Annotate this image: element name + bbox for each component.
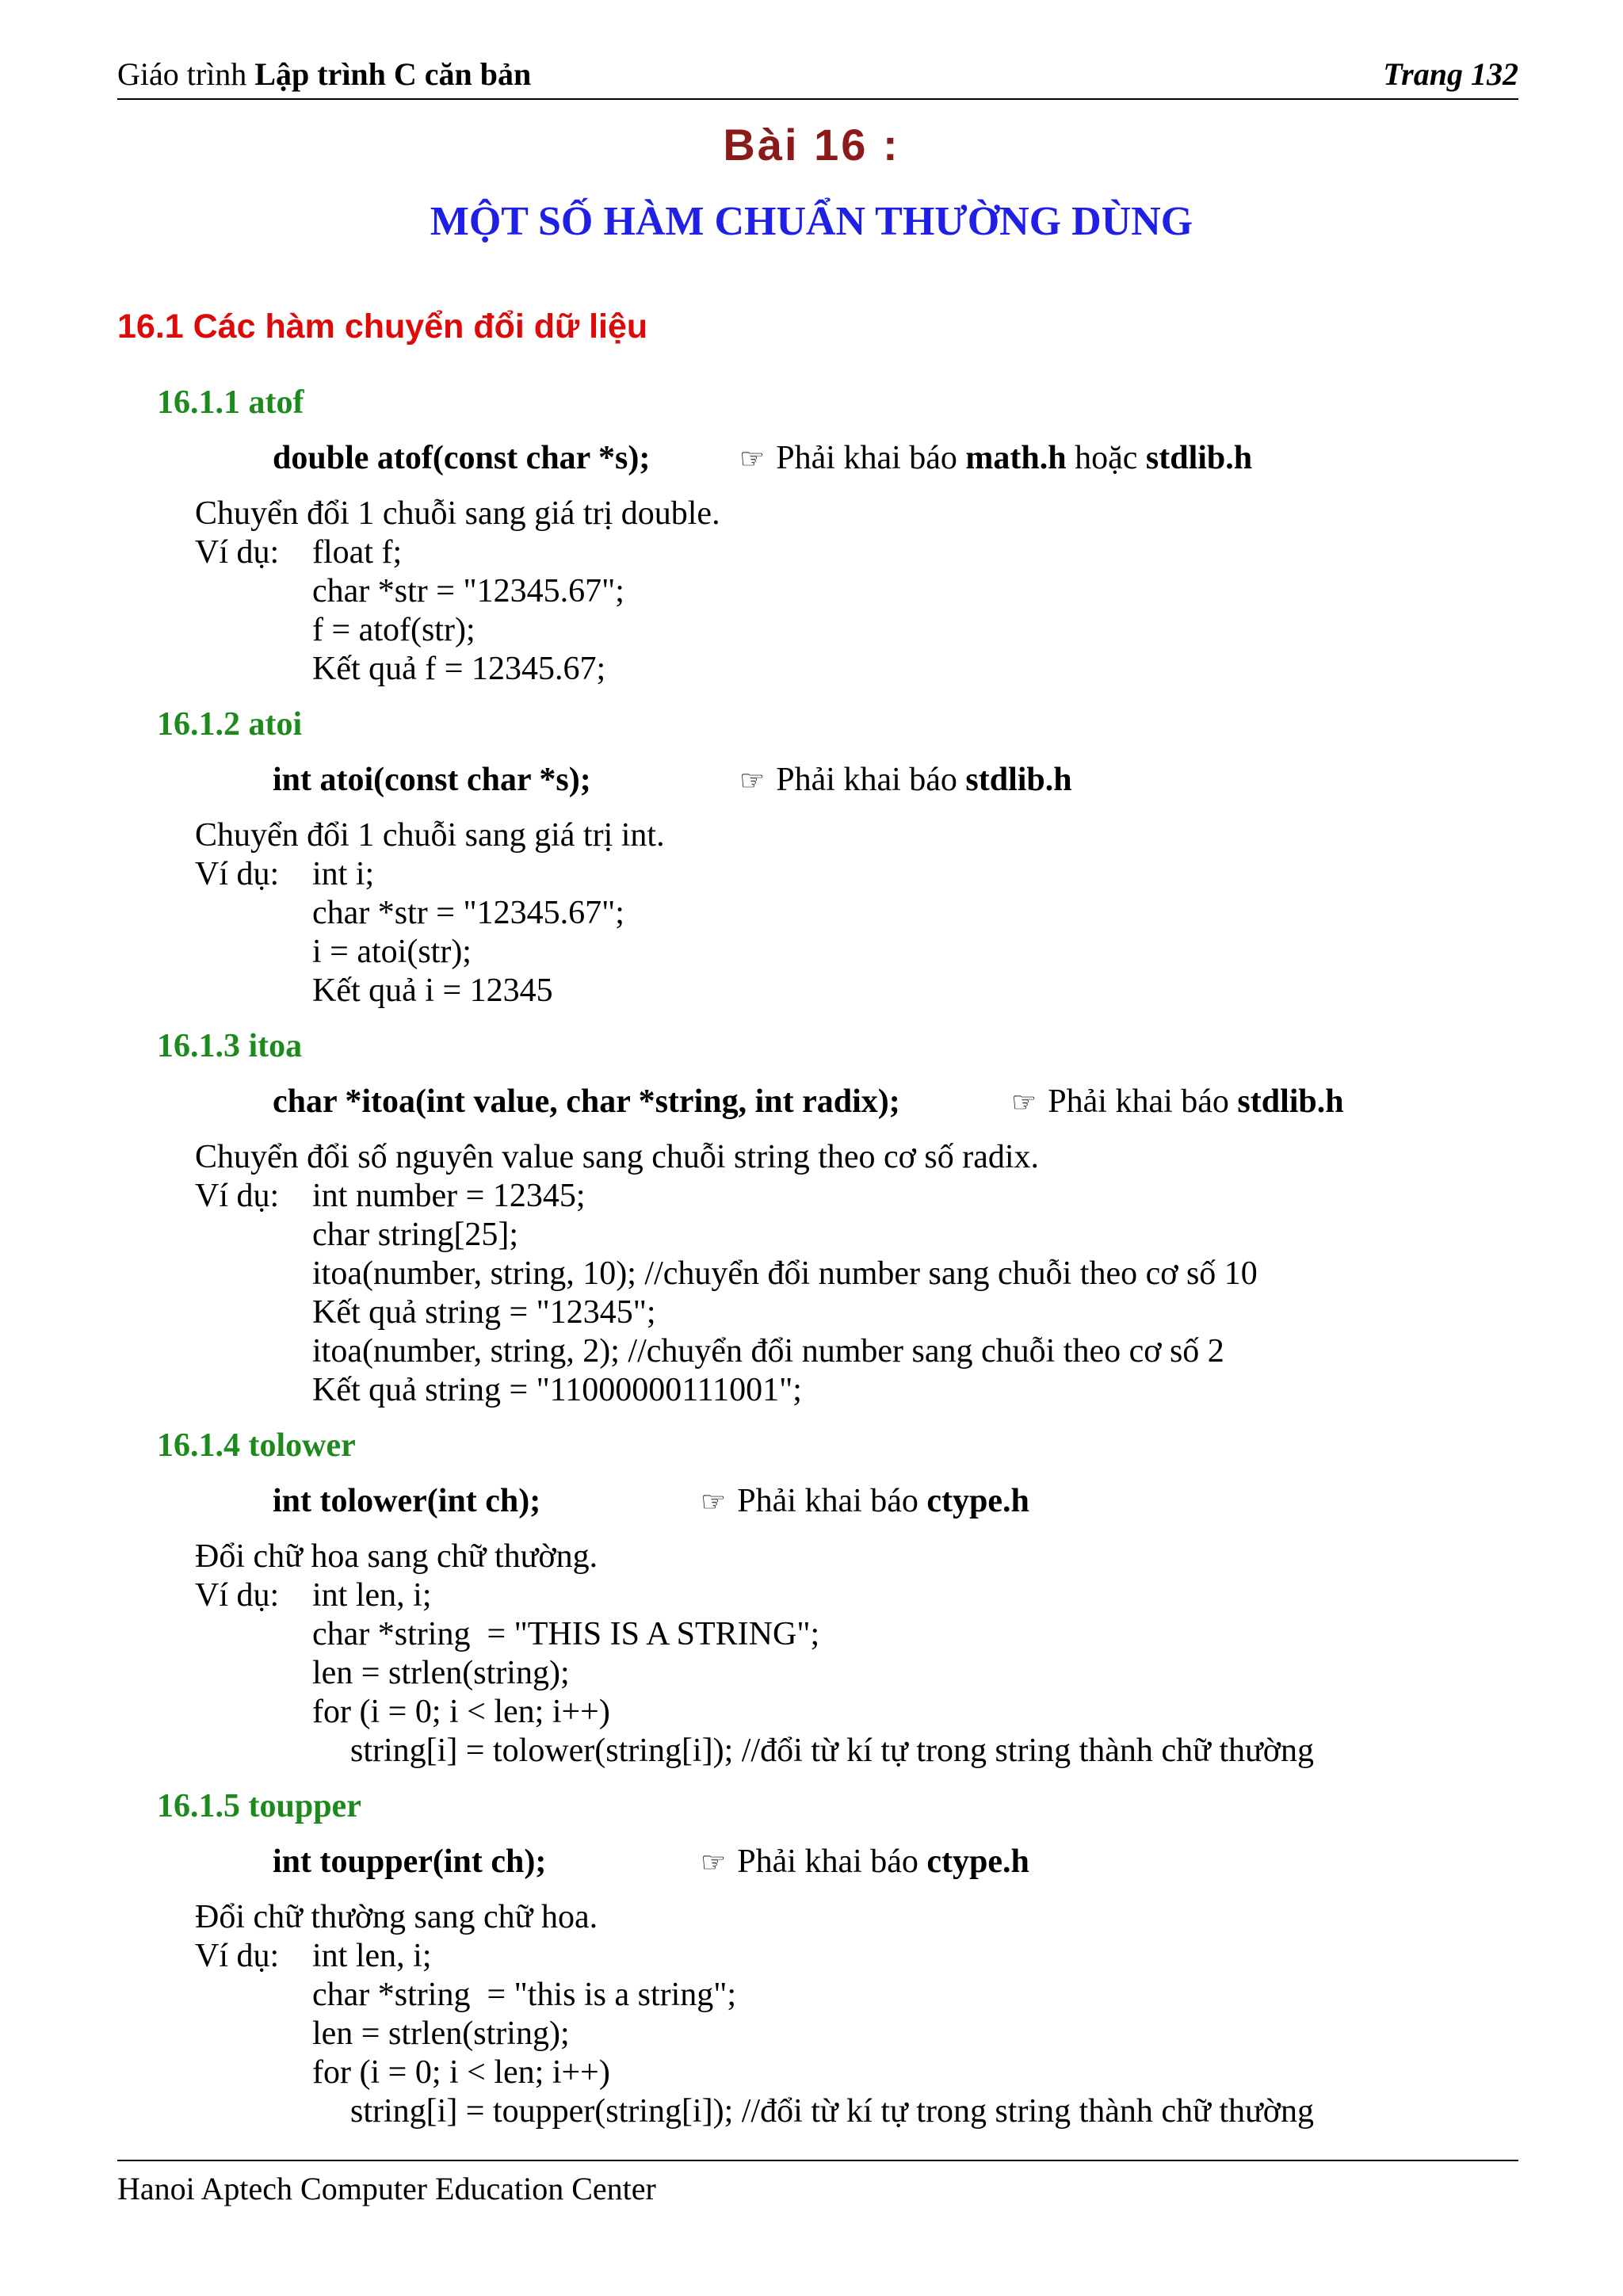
header-note-itoa (1011, 1083, 1344, 1121)
example-label: Ví dụ: (195, 534, 280, 571)
header-file: stdlib.h (965, 762, 1072, 798)
signature-itoa: char *itoa(int value, char *string, int radix); (273, 1083, 900, 1120)
description-tolower: Đổi chữ hoa sang chữ thường. (195, 1538, 598, 1575)
code-line: Kết quả f = 12345.67; (312, 651, 606, 687)
code-line: i = atoi(str); (312, 934, 472, 970)
code-line: float f; (312, 534, 403, 571)
code-line: char string[25]; (312, 1217, 519, 1253)
lesson-title: Bài 16 : (723, 120, 900, 170)
description-itoa: Chuyển đổi số nguyên value sang chuỗi string theo cơ số radix. (195, 1139, 1040, 1175)
subsection-title-itoa: 16.1.3 itoa (157, 1028, 303, 1064)
pointing-hand-icon: ☞ (701, 1847, 727, 1878)
signature-tolower: int tolower(int ch); (273, 1483, 541, 1519)
header-course-name: Lập trình C căn bản (254, 56, 532, 92)
header-file: stdlib.h (1237, 1083, 1344, 1120)
header-course-title (117, 55, 531, 93)
pointing-hand-icon: ☞ (739, 443, 766, 475)
code-line: int len, i; (312, 1577, 432, 1614)
example-label: Ví dụ: (195, 1938, 280, 1974)
subsection-title-toupper: 16.1.5 toupper (157, 1788, 361, 1824)
code-line: int len, i; (312, 1938, 432, 1974)
header-note-atof (739, 439, 1252, 477)
description-atof: Chuyển đổi 1 chuỗi sang giá trị double. (195, 495, 720, 532)
page-header (117, 51, 1518, 100)
note-or: hoặc (1066, 440, 1146, 476)
signature-atof: double atof(const char *s); (273, 440, 651, 476)
subsection-title-atof: 16.1.1 atof (157, 384, 304, 421)
signature-toupper: int toupper(int ch); (273, 1843, 547, 1880)
code-line: for (i = 0; i < len; i++) (312, 2054, 610, 2091)
code-line-indented: string[i] = toupper(string[i]); //đổi từ kí tự trong string thành chữ thường (350, 2093, 1314, 2130)
signature-atoi: int atoi(const char *s); (273, 762, 591, 798)
code-line: int number = 12345; (312, 1178, 586, 1214)
note-prefix: Phải khai báo (776, 762, 966, 798)
subsection-title-tolower: 16.1.4 tolower (157, 1427, 356, 1464)
header-prefix: Giáo trình (117, 56, 255, 92)
code-line-indented: string[i] = tolower(string[i]); //đổi từ kí tự trong string thành chữ thường (350, 1733, 1314, 1769)
code-line: f = atof(str); (312, 612, 475, 648)
example-label: Ví dụ: (195, 1577, 280, 1614)
note-prefix: Phải khai báo (776, 440, 966, 476)
pointing-hand-icon: ☞ (1011, 1087, 1037, 1118)
code-line: char *str = "12345.67"; (312, 895, 624, 931)
code-line: len = strlen(string); (312, 2015, 570, 2052)
code-line: Kết quả i = 12345 (312, 972, 553, 1009)
code-line: Kết quả string = "11000000111001"; (312, 1372, 802, 1408)
header-file: math.h (965, 440, 1067, 476)
pointing-hand-icon: ☞ (701, 1486, 727, 1518)
header-note-tolower (701, 1482, 1029, 1520)
code-line: char *string = "THIS IS A STRING"; (312, 1616, 820, 1652)
header-file: stdlib.h (1145, 440, 1253, 476)
note-prefix: Phải khai báo (737, 1483, 927, 1519)
section-title: 16.1 Các hàm chuyển đổi dữ liệu (117, 308, 648, 346)
page-footer: Hanoi Aptech Computer Education Center (117, 2171, 656, 2206)
pointing-hand-icon: ☞ (739, 765, 766, 797)
subsection-title-atoi: 16.1.2 atoi (157, 706, 303, 743)
lesson-subtitle: MỘT SỐ HÀM CHUẨN THƯỜNG DÙNG (430, 199, 1193, 244)
example-label: Ví dụ: (195, 856, 280, 892)
code-line: for (i = 0; i < len; i++) (312, 1694, 610, 1730)
code-line: char *str = "12345.67"; (312, 573, 624, 609)
code-line: int i; (312, 856, 375, 892)
code-line: char *string = "this is a string"; (312, 1977, 737, 2013)
example-label: Ví dụ: (195, 1178, 280, 1214)
code-line: Kết quả string = "12345"; (312, 1294, 656, 1331)
header-file: ctype.h (926, 1843, 1029, 1880)
header-note-toupper (701, 1843, 1029, 1881)
code-line: itoa(number, string, 2); //chuyển đổi number sang chuỗi theo cơ số 2 (312, 1333, 1224, 1370)
header-page-number: Trang 132 (1383, 56, 1518, 92)
code-line: itoa(number, string, 10); //chuyển đổi number sang chuỗi theo cơ số 10 (312, 1255, 1258, 1292)
code-line: len = strlen(string); (312, 1655, 570, 1691)
description-toupper: Đổi chữ thường sang chữ hoa. (195, 1899, 598, 1935)
header-note-atoi (739, 761, 1072, 799)
footer-divider (117, 2160, 1518, 2161)
header-file: ctype.h (926, 1483, 1029, 1519)
note-prefix: Phải khai báo (1048, 1083, 1238, 1120)
note-prefix: Phải khai báo (737, 1843, 927, 1880)
description-atoi: Chuyển đổi 1 chuỗi sang giá trị int. (195, 817, 665, 854)
